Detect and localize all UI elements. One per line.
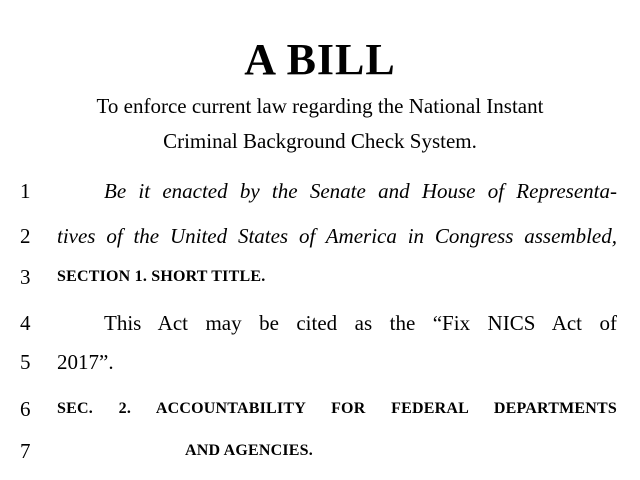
- line-number: 6: [20, 397, 31, 421]
- line-number: 7: [20, 439, 31, 463]
- short-title-text-line-2: 2017”.: [57, 350, 114, 374]
- line-number: 2: [20, 224, 31, 248]
- bill-purpose-line-1: To enforce current law regarding the National Instant: [96, 94, 544, 118]
- section-2-heading-line-2: AND AGENCIES.: [185, 442, 313, 459]
- line-number: 3: [20, 265, 31, 289]
- section-2-heading-line-1: SEC. 2. ACCOUNTABILITY FOR FEDERAL DEPARTMENTS: [57, 400, 617, 417]
- line-number: 5: [20, 350, 31, 374]
- enacting-clause-line-1: Be it enacted by the Senate and House of Representa-: [104, 179, 617, 203]
- line-number: 1: [20, 179, 31, 203]
- line-number: 4: [20, 311, 31, 335]
- enacting-clause-line-2: tives of the United States of America in Congress assembled,: [57, 224, 617, 248]
- section-1-heading: SECTION 1. SHORT TITLE.: [57, 268, 266, 285]
- short-title-text-line-1: This Act may be cited as the “Fix NICS Act of: [104, 311, 617, 335]
- bill-purpose-line-2: Criminal Background Check System.: [163, 129, 477, 153]
- bill-title: A BILL: [244, 35, 396, 84]
